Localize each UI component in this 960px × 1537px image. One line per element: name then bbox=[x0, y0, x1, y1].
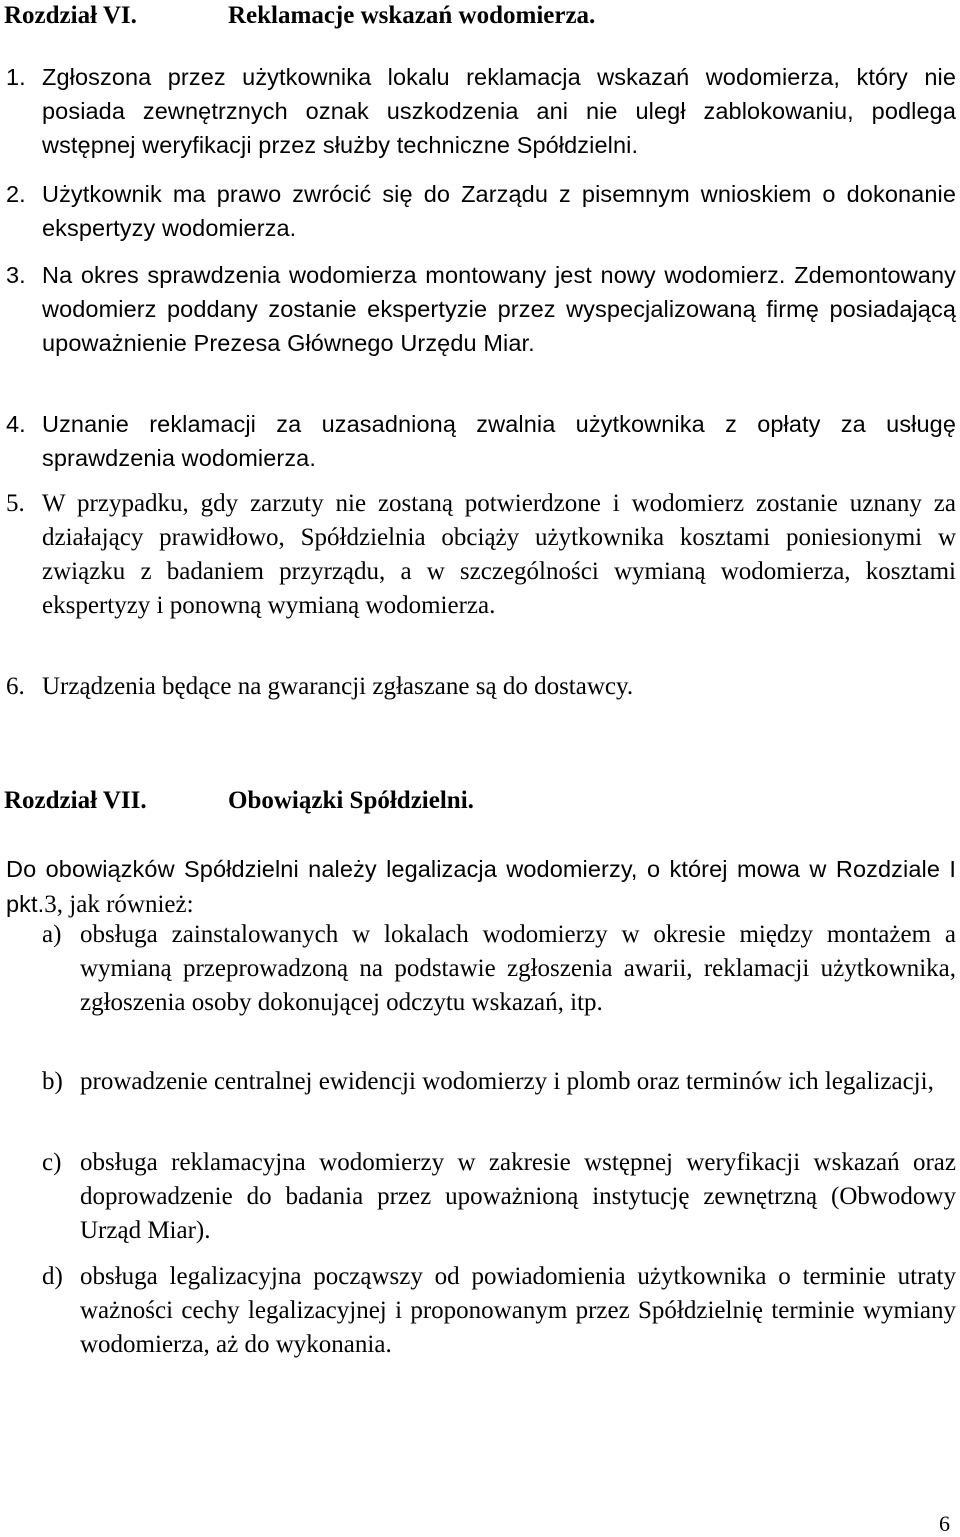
item-text: Zgłoszona przez użytkownika lokalu reklamacja wskazań wodomierza, który nie posiada zewnętrznych oznak uszkodzenia ani nie uległ zablokowaniu, podlega wstępnej weryfikacji przez służby techniczne Spółdzielni. bbox=[42, 64, 956, 158]
item-text: Urządzenia będące na gwarancji zgłaszane są do dostawcy. bbox=[42, 673, 634, 700]
item-number: 3. bbox=[6, 262, 26, 288]
item-letter: a) bbox=[42, 921, 62, 948]
chapter-6-number: Rozdział VI. bbox=[4, 2, 137, 29]
item-letter: d) bbox=[42, 1263, 63, 1290]
item-text: obsługa reklamacyjna wodomierzy w zakresie wstępnej weryfikacji wskazań oraz doprowadzenie do badania przez upoważnioną instytucję zewnętrzną (Obwodowy Urząd Miar). bbox=[80, 1149, 956, 1244]
chapter-6-item-2 bbox=[6, 177, 956, 245]
item-number: 5. bbox=[6, 490, 25, 517]
intro-text-part-1: Do obowiązków Spółdzielni należy legalizacja wodomierzy, o której mowa w Rozdziale I pkt. bbox=[6, 856, 956, 917]
chapter-6-item-5 bbox=[6, 487, 956, 623]
chapter-7-intro bbox=[6, 852, 956, 922]
page-number: 6 bbox=[939, 1511, 950, 1536]
item-text: Uznanie reklamacji za uzasadnioną zwalnia użytkownika z opłaty za usługę sprawdzenia wodomierza. bbox=[42, 411, 956, 471]
item-number: 4. bbox=[6, 411, 26, 437]
chapter-6-title: Reklamacje wskazań wodomierza. bbox=[228, 2, 596, 29]
chapter-7-item-d bbox=[42, 1260, 956, 1362]
item-number: 1. bbox=[6, 64, 26, 90]
item-number: 2. bbox=[6, 181, 26, 207]
item-text: W przypadku, gdy zarzuty nie zostaną potwierdzone i wodomierz zostanie uznany za działający prawidłowo, Spółdzielnia obciąży użytkownika kosztami poniesionymi w związku z badaniem przyrządu, a w szczególności wymianą wodomierza, kosztami ekspertyzy i ponowną wymianą wodomierza. bbox=[42, 490, 956, 619]
chapter-6-item-1 bbox=[6, 60, 956, 162]
item-number: 6. bbox=[6, 673, 25, 700]
chapter-7-item-a bbox=[42, 918, 956, 1020]
item-text: Użytkownik ma prawo zwrócić się do Zarządu z pisemnym wnioskiem o dokonanie ekspertyzy wodomierza. bbox=[42, 181, 956, 241]
chapter-7-number: Rozdział VII. bbox=[4, 787, 147, 814]
item-text: obsługa zainstalowanych w lokalach wodomierzy w okresie między montażem a wymianą przeprowadzoną na podstawie zgłoszenia awarii, reklamacji użytkownika, zgłoszenia osoby dokonującej odczytu wskazań, itp. bbox=[80, 921, 956, 1016]
chapter-7-item-c bbox=[42, 1146, 956, 1248]
item-letter: c) bbox=[42, 1149, 62, 1176]
chapter-7-heading bbox=[4, 787, 474, 815]
chapter-7-item-b bbox=[42, 1065, 956, 1099]
item-text: prowadzenie centralnej ewidencji wodomierzy i plomb oraz terminów ich legalizacji, bbox=[80, 1068, 934, 1095]
item-text: obsługa legalizacyjna począwszy od powiadomienia użytkownika o terminie utraty ważności cechy legalizacyjnej i proponowanym przez Spółdzielnię terminie wymiany wodomierza, aż do wykonania. bbox=[80, 1263, 956, 1358]
chapter-6-heading bbox=[4, 2, 595, 30]
item-letter: b) bbox=[42, 1068, 63, 1095]
intro-text-part-2: 3, jak również: bbox=[44, 891, 194, 918]
chapter-6-item-3 bbox=[6, 258, 956, 360]
chapter-7-title: Obowiązki Spółdzielni. bbox=[228, 787, 474, 814]
item-text: Na okres sprawdzenia wodomierza montowany jest nowy wodomierz. Zdemontowany wodomierz poddany zostanie ekspertyzie przez wyspecjalizowaną firmę posiadającą upoważnienie Prezesa Głównego Urzędu Miar. bbox=[42, 262, 956, 356]
chapter-6-item-4 bbox=[6, 407, 956, 475]
chapter-6-item-6 bbox=[6, 670, 956, 704]
